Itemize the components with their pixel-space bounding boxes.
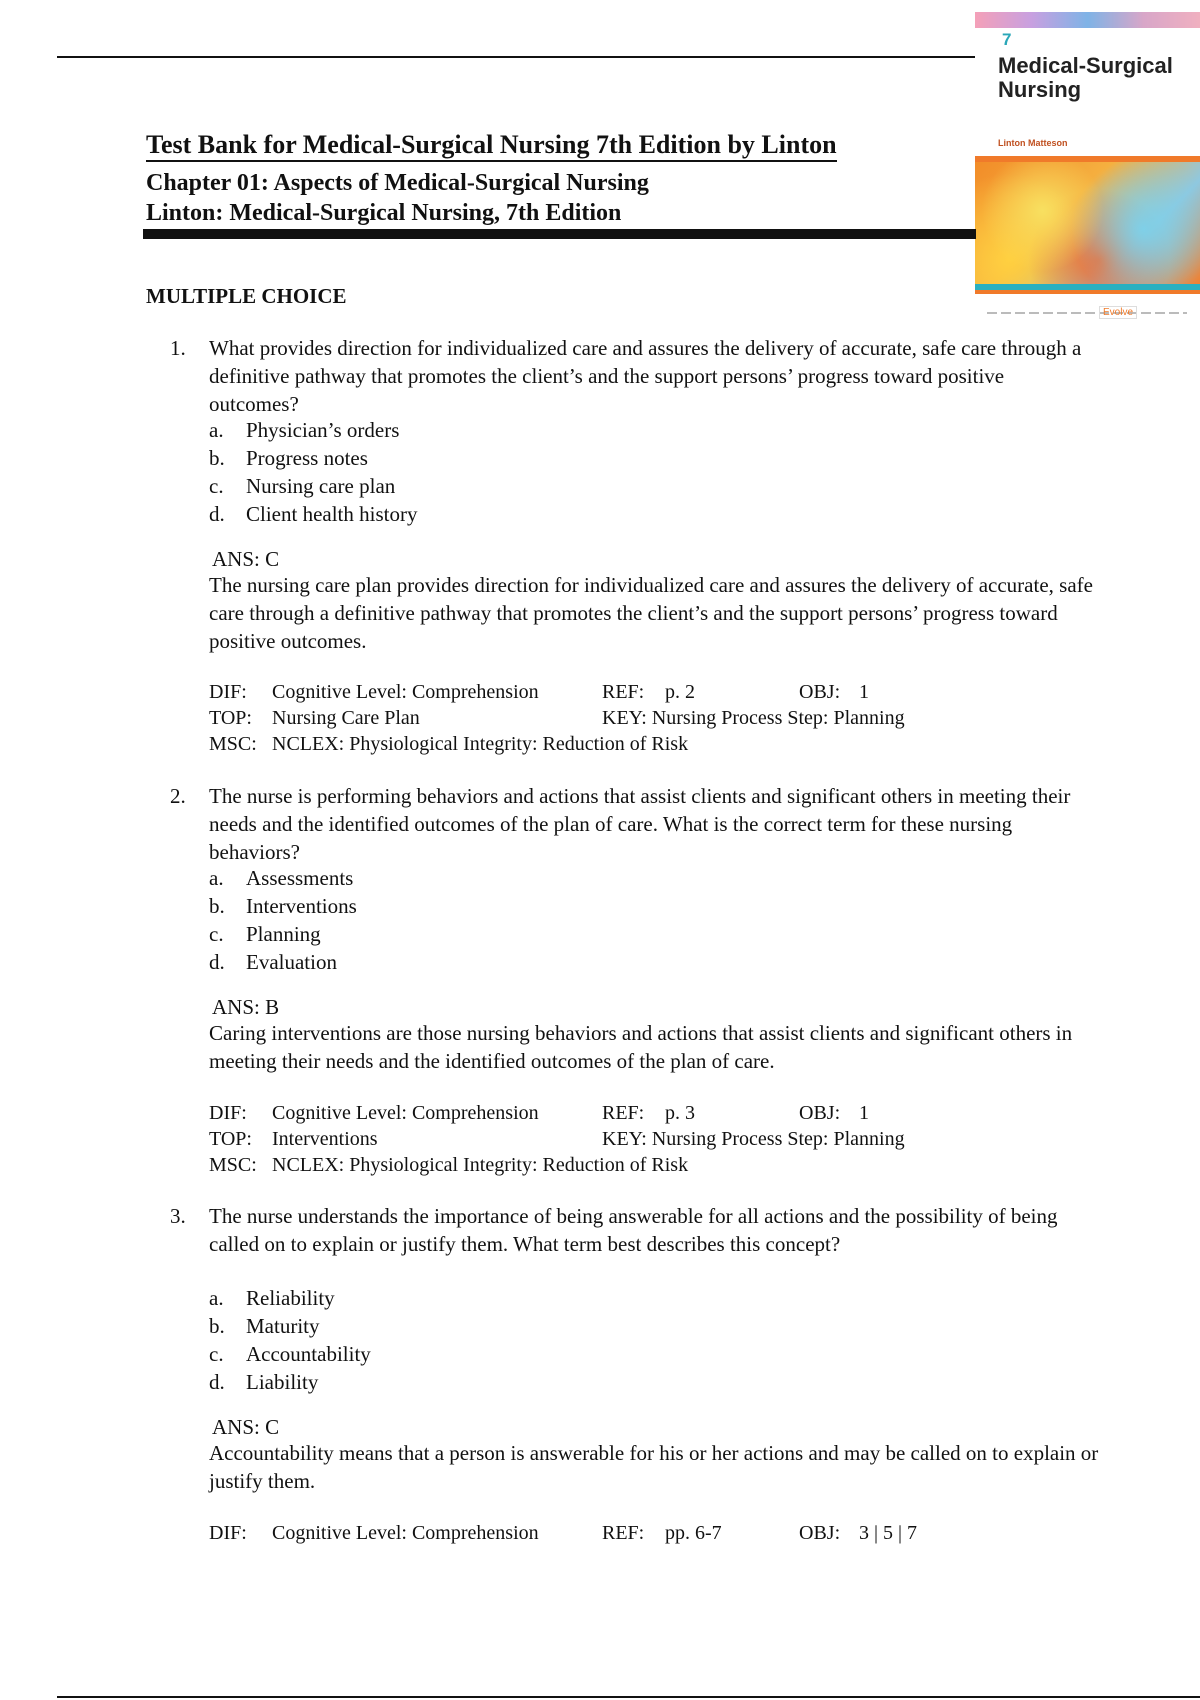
cover-edition: 7 xyxy=(1002,30,1012,49)
option-b: b. Progress notes xyxy=(209,446,368,470)
top-rule xyxy=(57,56,975,58)
answer-label: ANS: B xyxy=(212,995,280,1019)
book-cover-image xyxy=(975,12,1200,320)
option-a: a. Reliability xyxy=(209,1286,335,1310)
option-d: d. Liability xyxy=(209,1370,319,1394)
cover-title: Medical-Surgical Nursing xyxy=(998,53,1173,102)
option-a: a. Assessments xyxy=(209,866,354,890)
answer-label: ANS: C xyxy=(212,547,280,571)
option-c: c. Accountability xyxy=(209,1342,371,1366)
options-list xyxy=(209,416,417,528)
chapter-title: Chapter 01: Aspects of Medical-Surgical Nursing xyxy=(146,170,649,196)
question-number: 3. xyxy=(170,1204,186,1228)
answer-label: ANS: C xyxy=(212,1415,280,1439)
question-metadata: DIF: Cognitive Level: Comprehension REF: p. 3 OBJ: 1 TOP: Interventions KEY: Nursing Process Step: Planning MSC: NCLEX: Physiological Integrity: Reduction of Risk xyxy=(209,1102,905,1176)
cover-band xyxy=(975,12,1200,28)
rationale: Accountability means that a person is answerable for his or her actions and may be called on to explain or justify them. xyxy=(209,1441,1099,1493)
rationale: The nursing care plan provides direction for individualized care and assures the delivery of accurate, safe care through a definitive pathway that promotes the client’s and the support persons’ progress toward positive outcomes. xyxy=(209,573,1093,653)
options-list xyxy=(209,864,357,976)
option-d: d. Client health history xyxy=(209,502,418,526)
options-list xyxy=(209,1284,371,1396)
question-stem: The nurse understands the importance of being answerable for all actions and the possibility of being called on to explain or justify them. What term best describes this concept? xyxy=(209,1204,1058,1256)
option-b: b. Maturity xyxy=(209,1314,320,1338)
question-number: 2. xyxy=(170,784,186,808)
question-stem: The nurse is performing behaviors and actions that assist clients and significant others in meeting their needs and the identified outcomes of the plan of care. What is the correct term for these nursing behaviors? xyxy=(209,784,1071,864)
question-metadata: DIF: Cognitive Level: Comprehension REF: pp. 6-7 OBJ: 3 | 5 | 7 xyxy=(209,1522,918,1544)
option-c: c. Nursing care plan xyxy=(209,474,396,498)
option-c: c. Planning xyxy=(209,922,321,946)
cover-fine-print xyxy=(987,312,1187,314)
option-a: a. Physician’s orders xyxy=(209,418,400,442)
evolve-logo: Evolve xyxy=(1099,306,1137,319)
rationale: Caring interventions are those nursing behaviors and actions that assist clients and significant others in meeting their needs and the identified outcomes of the plan of care. xyxy=(209,1021,1073,1073)
document-title: Test Bank for Medical-Surgical Nursing 7th Edition by Linton xyxy=(146,130,837,162)
question-number: 1. xyxy=(170,336,186,360)
bottom-rule xyxy=(57,1696,1200,1698)
book-title: Linton: Medical-Surgical Nursing, 7th Edition xyxy=(146,200,622,226)
cover-stripe xyxy=(975,290,1200,294)
question-metadata: DIF: Cognitive Level: Comprehension REF: p. 2 OBJ: 1 TOP: Nursing Care Plan KEY: Nursing Process Step: Planning MSC: NCLEX: Physiological Integrity: Reduction of Risk xyxy=(209,681,905,755)
section-heading: MULTIPLE CHOICE xyxy=(146,284,347,308)
option-b: b. Interventions xyxy=(209,894,357,918)
option-d: d. Evaluation xyxy=(209,950,337,974)
cover-authors: Linton Matteson xyxy=(998,138,1068,148)
header-rule xyxy=(143,229,976,239)
cover-artwork xyxy=(975,156,1200,284)
question-stem: What provides direction for individualized care and assures the delivery of accurate, safe care through a definitive pathway that promotes the client’s and the support persons’ progress toward positive outcomes? xyxy=(209,336,1082,416)
